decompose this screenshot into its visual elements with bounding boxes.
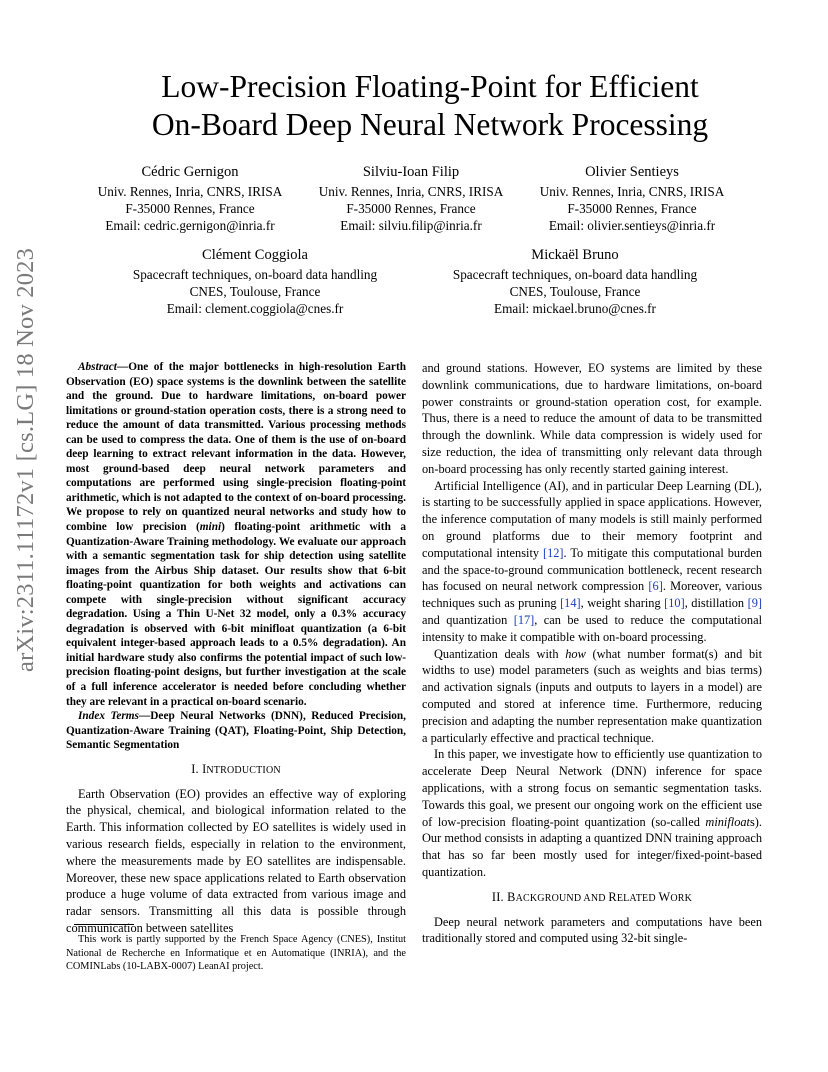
abstract-text: —One of the major bottlenecks in high-resolution Earth Observation (EO) space systems is the downlink between the satellite and the ground. Due to hardware limitations, on-board power limitations or ground-station operation costs, there is a strong need to reduce the amount of data transmitted. Various processing methods can be used to compress the data. One of them is the use of on-board deep learning to extract relevant information in the data. However, most ground-based deep neural network parameters and computations are performed using single-precision floating-point arithmetic, which is not adapted to the context of on-board processing. We propose to rely on quantized neural networks and study how to combine low precision ( [66, 361, 406, 534]
author-affiliation: Univ. Rennes, Inria, CNRS, IRISA [539, 184, 725, 199]
author-block-2 [311, 163, 511, 235]
left-column [66, 360, 406, 937]
author-name: Mickaël Bruno [531, 247, 619, 263]
section-heading-introduction: I. INTRODUCTION [191, 761, 281, 776]
author-affiliation: Spacecraft techniques, on-board data handling [452, 267, 698, 282]
author-block-1 [90, 163, 290, 235]
citation-link[interactable]: [9] [747, 596, 762, 611]
paragraph: Deep neural network parameters and computations have been traditionally stored and computed using 32-bit single- [422, 914, 762, 946]
author-email: Email: clement.coggiola@cnes.fr [166, 301, 344, 317]
author-location: CNES, Toulouse, France [509, 284, 641, 300]
author-affiliation: Univ. Rennes, Inria, CNRS, IRISA [318, 184, 504, 199]
citation-link[interactable]: [6] [648, 579, 663, 594]
citation-link[interactable]: [17] [513, 612, 535, 627]
footnote-text: This work is partly supported by the French Space Agency (CNES), Institut National de Recherche en Informatique et en Automatique (INRIA), and the COMINLabs (10-LABX-0007) LeanAI project. [66, 934, 406, 973]
arxiv-identifier: arXiv:2311.11172v1 [cs.LG] 18 Nov 2023 [12, 247, 39, 672]
author-email: Email: mickael.bruno@cnes.fr [494, 301, 656, 317]
paragraph: In this paper, we investigate how to efficiently use quantization to accelerate Deep Neural Network (DNN) inference for space applications, with a strong focus on semantic segmentation tasks. Towards this goal, we present our ongoing work on the efficient use of low-precision floating-point quantization (so-called minifloats). Our method consists in adapting a quantized DNN training approach that has so far been mostly used for integer/fixed-point-based quantization. [422, 747, 762, 879]
author-email: Email: silviu.filip@inria.fr [340, 218, 482, 234]
citation-link[interactable]: [10] [664, 596, 685, 611]
citation-link[interactable]: [14] [560, 596, 581, 611]
abstract [66, 360, 406, 753]
section-heading-background: II. BACKGROUND AND RELATED WORK [491, 889, 693, 904]
index-terms-text: —Deep Neural Networks (DNN), Reduced Precision, Quantization-Aware Training (QAT), Floating-Point, Ship Detection, Semantic Segmentation [66, 710, 406, 752]
title-line-1: Low-Precision Floating-Point for Efficient [161, 69, 699, 104]
right-column [422, 360, 762, 947]
paper-title [60, 68, 800, 144]
paragraph: Quantization deals with how (what number format(s) and bit widths to use) model parameters (such as weights and bias terms) and activation signals (inputs and outputs to layers in a model) are computed and stored at inference time. Furthermore, reducing precision and adapting the number representation make quantization a particularly effective and practical technique. [422, 646, 762, 745]
abstract-mini: mini [199, 521, 222, 534]
author-email: Email: olivier.sentieys@inria.fr [548, 218, 716, 234]
author-block-4 [110, 246, 400, 318]
author-name: Clément Coggiola [202, 247, 308, 263]
footnote-rule [74, 924, 134, 925]
author-affiliation: Univ. Rennes, Inria, CNRS, IRISA [97, 184, 283, 199]
author-location: F-35000 Rennes, France [346, 201, 476, 217]
author-block-5 [430, 246, 720, 318]
author-name: Silviu-Ioan Filip [362, 164, 460, 180]
author-affiliation: Spacecraft techniques, on-board data handling [132, 267, 378, 282]
index-terms-label: Index Terms [78, 710, 139, 723]
paragraph: and ground stations. However, EO systems are limited by these downlink communications, due to hardware limitations, on-board power constraints or ground-station operation cost, for example. Thus, there is a need to reduce the amount of data to be transmitted through the downlink. While data compression is widely used for size reduction, the idea of transmitting only relevant data through on-board processing has only recently started gaining interest. [422, 361, 762, 476]
citation-link[interactable]: [12] [542, 545, 564, 560]
author-email: Email: cedric.gernigon@inria.fr [105, 218, 275, 234]
author-location: F-35000 Rennes, France [125, 201, 255, 217]
abstract-label: Abstract [78, 361, 117, 373]
author-block-3 [532, 163, 732, 235]
paragraph: Artificial Intelligence (AI), and in particular Deep Learning (DL), is starting to be successfully applied in space applications. However, the inference computation of many models is still mainly performed on ground platforms due to their memory footprint and computational intensity [12]. To mitigate this computational burden and the space-to-ground communication bottleneck, recent research has focused on neural network compression [6]. Moreover, various techniques such as pruning [14], weight sharing [10], distillation [9] and quantization [17], can be used to reduce the computational intensity to make it compatible with on-board processing. [422, 478, 763, 644]
author-name: Olivier Sentieys [585, 164, 679, 180]
abstract-text-cont: ) floating-point arithmetic with a Quantization-Aware Training methodology. We evaluate our approach with a semantic segmentation task for ship detection using satellite images from the Airbus Ship dataset. Our results show that 6-bit floating-point quantization for both weights and activations can compete with single-precision without significant accuracy degradation. Using a Thin U-Net 32 model, only a 0.3% accuracy degradation is observed with 6-bit minifloat quantization (a 6-bit equivalent integer-based approach leads to a 0.5% degradation). An initial hardware study also confirms the potential impact of such low-precision floating-point designs, but further investigation at the scale of a full inference accelerator is needed before concluding whether they are relevant in a practical on-board scenario. [66, 521, 407, 708]
author-location: CNES, Toulouse, France [189, 284, 321, 300]
author-location: F-35000 Rennes, France [567, 201, 697, 217]
footnote [66, 933, 406, 974]
author-name: Cédric Gernigon [141, 164, 239, 180]
title-line-2: On-Board Deep Neural Network Processing [151, 107, 709, 142]
intro-paragraph: Earth Observation (EO) provides an effective way of exploring the physical, chemical, and biological information related to the Earth. This information collected by EO satellites is widely used in various research fields, especially in relation to the environment, where the measurements made by EO satellites are indispensable. Moreover, these new space applications related to Earth observation produce a huge volume of data extracted from various image and radar sensors. Transmitting all this data is possible through communication between satellites [66, 786, 406, 935]
